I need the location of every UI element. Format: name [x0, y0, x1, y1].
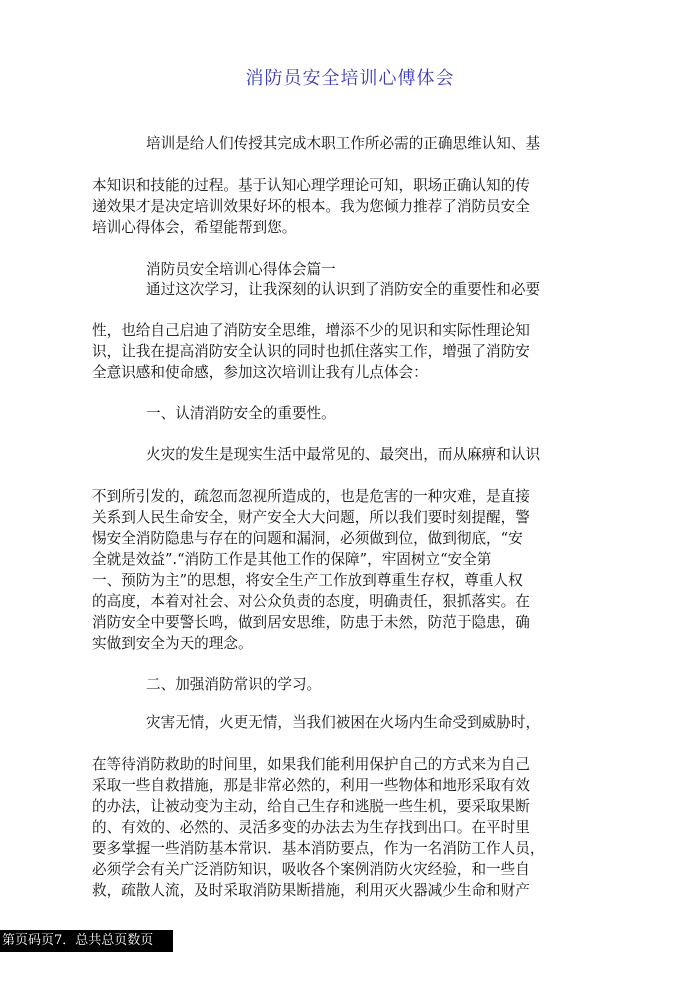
section-heading: 消防员安全培训心得体会篇一 — [146, 261, 336, 278]
paragraph-line: 灾害无情，火更无情，当我们被困在火场内生命受到威胁时， — [146, 714, 541, 731]
paragraph-line: 通过这次学习，让我深刻的认识到了消防安全的重要性和必要 — [146, 281, 541, 298]
paragraph-line: 必须学会有关广泛消防知识，吸收各个案例消防火灾经验，和一些自 — [92, 861, 530, 878]
section-heading: 二、加强消防常识的学习。 — [146, 676, 322, 693]
paragraph-line: 的高度，本着对社会、对公众负责的态度，明确责任，狠抓落实。在 — [92, 593, 530, 610]
paragraph-line: 培训是给人们传授其完成木职工作所必需的正确思维认知、基 — [146, 135, 541, 152]
paragraph-line: 全就是效益”.“消防工作是其他工作的保障”，牢固树立“安全第 — [92, 551, 492, 568]
paragraph-line: 消防安全中要警长鸣，做到居安思维，防患于未然，防范于隐患，确 — [92, 614, 530, 631]
paragraph-line: 火灾的发生是现实生活中最常见的、最突出，而从麻痹和认识 — [146, 446, 541, 463]
document-title: 消防员安全培训心傅体会 — [245, 68, 455, 89]
page-footer: 第页码页7．总共总页数页 — [0, 930, 173, 952]
paragraph-line: 要多掌握一些消防基本常识．基本消防要点，作为一名消防工作人员， — [92, 840, 545, 857]
paragraph-line: 不到所引发的，疏忽而忽视所造成的，也是危害的一种灾难，是直接 — [92, 488, 530, 505]
paragraph-line: 实做到安全为天的理念。 — [92, 635, 253, 652]
paragraph-line: 救，疏散人流，及时采取消防果断措施，利用灭火器减少生命和财产 — [92, 882, 530, 899]
paragraph-line: 一、预防为主”的思想，将安全生产工作放到尊重生存权，尊重人权 — [92, 572, 523, 589]
paragraph-line: 惕安全消防隐患与存在的问题和漏洞，必须做到位，做到彻底，“安 — [92, 530, 523, 547]
paragraph-line: 在等待消防救助的时间里，如果我们能利用保护自己的方式来为自己 — [92, 756, 530, 773]
paragraph-line: 的办法，让被动变为主动，给自己生存和逃脱一些生机，要采取果断 — [92, 798, 530, 815]
paragraph-line: 采取一些自救措施，那是非常必然的，利用一些物体和地形采取有效 — [92, 777, 530, 794]
paragraph-line: 识，让我在提高消防安全认识的同时也抓住落实工作，增强了消防安 — [92, 343, 530, 360]
paragraph-line: 递效果才是决定培训效果好坏的根本。我为您倾力推荐了消防员安全 — [92, 198, 530, 215]
section-heading: 一、认清消防安全的重要性。 — [146, 405, 336, 422]
paragraph-line: 性，也给自己启迪了消防安全思维，增添不少的见识和实际性理论知 — [92, 322, 530, 339]
paragraph-line: 本知识和技能的过程。基于认知心理学理论可知，职场正确认知的传 — [92, 177, 530, 194]
paragraph-line: 全意识感和使命感，参加这次培训让我有儿点体会： — [92, 364, 428, 381]
paragraph-line: 关系到人民生命安全，财产安全大大问题，所以我们要时刻提醒，警 — [92, 509, 530, 526]
paragraph-line: 的、有效的、必然的、灵活多变的办法去为生存找到出口。在平时里 — [92, 819, 530, 836]
paragraph-line: 培训心得体会，希望能帮到您。 — [92, 219, 297, 236]
